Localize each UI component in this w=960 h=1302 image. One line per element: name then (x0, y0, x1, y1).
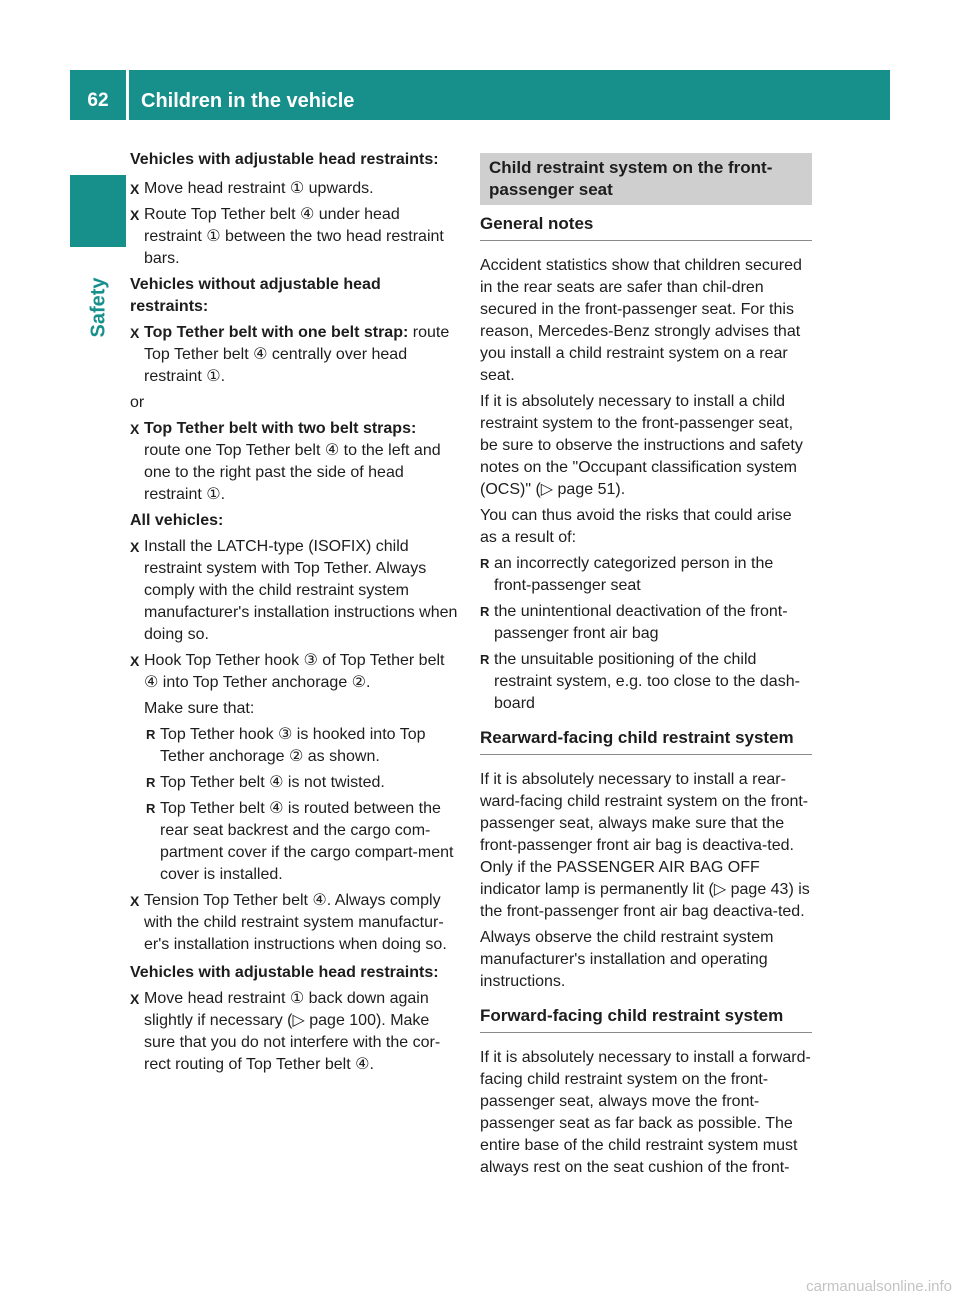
step-two-belt-straps: X Top Tether belt with two belt straps: route one Top Tether belt ④ to the left and one to the right past the side of head restraint ①. (130, 420, 441, 503)
section-tab (71, 252, 127, 362)
step-one-belt-strap: X Top Tether belt with one belt strap: route Top Tether belt ④ centrally over head restraint ①. (130, 324, 450, 385)
step-arrow-icon: X (130, 991, 140, 1007)
make-sure-text: Make sure that: (144, 700, 255, 717)
watermark: carmanualsonline.info (806, 1278, 952, 1295)
step-arrow-icon: X (130, 421, 140, 437)
bullet-unsuitable-positioning: R the unsuitable positioning of the child restraint system, e.g. too close to the dash-board (480, 651, 800, 712)
step-tension-belt: X Tension Top Tether belt ④. Always comply with the child restraint system manufactur-er's installation instructions when doing so. (130, 892, 447, 953)
step-arrow-icon: X (130, 325, 140, 341)
left-column (130, 149, 460, 1080)
heading-adjustable-head-restraints-2: Vehicles with adjustable head restraints: (130, 964, 439, 981)
page-number: 62 (87, 90, 109, 111)
bullet-icon: R (146, 727, 156, 742)
right-column (480, 153, 812, 1183)
paragraph-forward: If it is absolutely necessary to install a forward-facing child restraint system on the front-passenger seat, always move the front-passenger seat as far back as possible. The entire base of the child restraint system must always rest on the seat cushion of the front- (480, 1049, 811, 1176)
step-arrow-icon: X (130, 539, 140, 555)
bullet-unintentional-deactivation: R the unintentional deactivation of the front-passenger front air bag (480, 603, 788, 642)
header-divider (126, 70, 129, 120)
section-tab-marker (70, 175, 126, 247)
bullet-routed-between: R Top Tether belt ④ is routed between the rear seat backrest and the cargo com-partment cover if the cargo compart-ment cover is installed. (146, 800, 454, 883)
section-general-notes: General notes (480, 213, 812, 241)
bullet-not-twisted: R Top Tether belt ④ is not twisted. (130, 772, 460, 794)
paragraph-accident-statistics: Accident statistics show that children secured in the rear seats are safer than chil-dren secured in the front-passenger seat. For this reason, Mercedes-Benz strongly advises that you install a child restraint system on a rear seat. (480, 257, 802, 384)
or-text: or (130, 394, 145, 411)
heading-adjustable-head-restraints: Vehicles with adjustable head restraints: (130, 151, 439, 168)
step-arrow-icon: X (130, 181, 140, 197)
step-arrow-icon: X (130, 893, 140, 909)
step-hook-tether: X Hook Top Tether hook ③ of Top Tether belt ④ into Top Tether anchorage ②. (130, 652, 445, 691)
step-install-latch: X Install the LATCH-type (ISOFIX) child restraint system with Top Tether. Always comply with the child restraint system manufacturer's installation instructions when doing so. (130, 538, 458, 643)
bullet-icon: R (146, 801, 156, 816)
step-arrow-icon: X (130, 207, 140, 223)
paragraph-if-necessary: If it is absolutely necessary to install a child restraint system to the front-passenger seat, be sure to observe the instructions and safety notes on the "Occupant classification system (OCS)" (▷ page 51). (480, 393, 803, 498)
section-forward-facing: Forward-facing child restraint system (480, 1005, 812, 1033)
bullet-hook-hooked: R Top Tether hook ③ is hooked into Top Tether anchorage ② as shown. (146, 726, 426, 765)
paragraph-rearward: If it is absolutely necessary to install a rear-ward-facing child restraint system on the front-passenger seat, always make sure that the front-passenger front air bag is deactiva-ted. Only if the PASSENGER AIR BAG OFF indicator lamp is permanently lit (▷ page 43) is the front-passenger front air bag deactiva-ted. (480, 771, 810, 920)
bullet-icon: R (480, 604, 490, 619)
step-route-belt: X Route Top Tether belt ④ under head restraint ① between the two head restraint bars. (130, 206, 444, 267)
heading-without-adjustable-head-restraints: Vehicles without adjustable head restraints: (130, 276, 381, 315)
bullet-icon: R (146, 775, 156, 790)
paragraph-always-observe: Always observe the child restraint system manufacturer's installation and operating instructions. (480, 929, 774, 990)
paragraph-avoid-risks: You can thus avoid the risks that could arise as a result of: (480, 507, 792, 546)
step-move-head-restraint-down: X Move head restraint ① back down again slightly if necessary (▷ page 100). Make sure that you do not interfere with the cor-rect routing of Top Tether belt ④. (130, 990, 441, 1073)
heading-all-vehicles: All vehicles: (130, 512, 224, 529)
bullet-icon: R (480, 652, 490, 667)
bullet-incorrectly-categorized: R an incorrectly categorized person in the front-passenger seat (480, 555, 774, 594)
chapter-title: Children in the vehicle (141, 90, 355, 112)
step-arrow-icon: X (130, 653, 140, 669)
bullet-icon: R (480, 556, 490, 571)
section-tab-label: Safety (87, 276, 110, 338)
step-move-head-restraint-up: X Move head restraint ① upwards. (130, 178, 460, 200)
section-box-title: Child restraint system on the front-passenger seat (480, 153, 812, 205)
section-rearward-facing: Rearward-facing child restraint system (480, 727, 812, 755)
